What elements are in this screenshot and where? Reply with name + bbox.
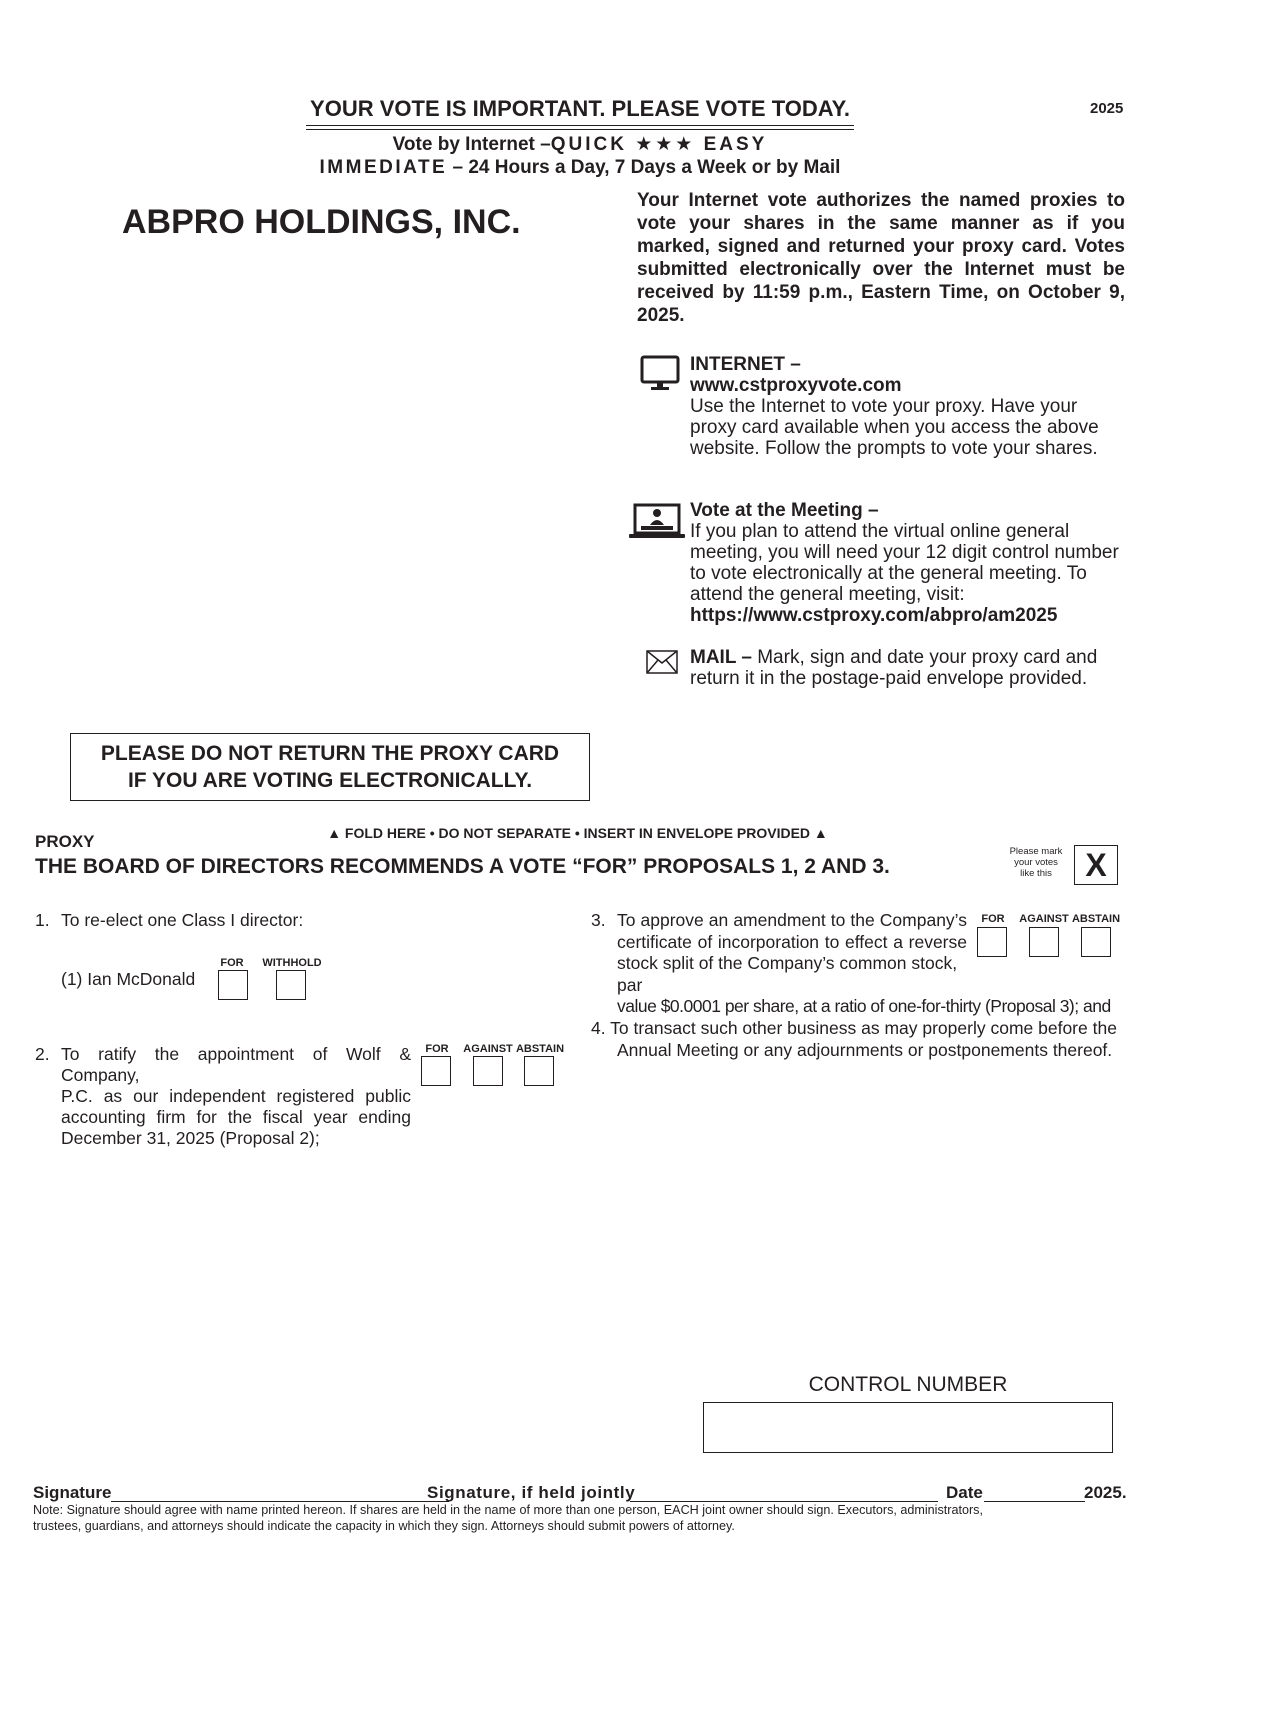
meeting-instructions: If you plan to attend the virtual online general meeting, you will need your 12 digit control number to vote electronically at the general meeting. To attend the general meeting, visit: <box>690 521 1119 605</box>
vote-by-label: Vote by Internet – <box>392 134 551 155</box>
p1-withhold-header: WITHHOLD <box>262 957 322 969</box>
meeting-title: Vote at the Meeting – <box>690 500 879 521</box>
mail-title: MAIL – <box>690 647 752 668</box>
proposal-3-text <box>617 910 1137 1018</box>
vote-important-heading: YOUR VOTE IS IMPORTANT. PLEASE VOTE TODAY. <box>310 96 850 121</box>
control-number-box <box>703 1402 1113 1453</box>
p3-abstain-header: ABSTAIN <box>1071 913 1121 925</box>
meeting-method <box>690 500 1130 626</box>
internet-method <box>690 354 1130 459</box>
p3-for-checkbox[interactable] <box>977 927 1007 957</box>
heading-double-rule <box>306 125 854 130</box>
board-recommendation: THE BOARD OF DIRECTORS RECOMMENDS A VOTE “FOR” PROPOSALS 1, 2 AND 3. <box>35 855 890 878</box>
date-year: 2025. <box>1084 1483 1127 1502</box>
fold-here-instruction: ▲ FOLD HERE • DO NOT SEPARATE • INSERT IN ENVELOPE PROVIDED ▲ <box>327 825 828 841</box>
p3-against-checkbox[interactable] <box>1029 927 1059 957</box>
proposal-4-text <box>591 1018 1131 1061</box>
p2-for-checkbox[interactable] <box>421 1056 451 1086</box>
mail-method <box>690 647 1110 689</box>
vote-by-internet-line <box>300 133 860 156</box>
p2-for-header: FOR <box>425 1043 449 1055</box>
warning-line-2: IF YOU ARE VOTING ELECTRONICALLY. <box>127 769 533 792</box>
p2-against-header: AGAINST <box>463 1043 513 1055</box>
meeting-url-link[interactable]: https://www.cstproxy.com/abpro/am2025 <box>690 605 1058 626</box>
mark-example-text <box>1004 846 1068 879</box>
mark-example-line-3: like this <box>1020 868 1052 879</box>
proposal-2-text <box>61 1044 411 1149</box>
proposal-1-text: To re-elect one Class I director: <box>61 910 304 930</box>
p3-line-1: To approve an amendment to the Company’s <box>617 910 967 930</box>
p2-abstain-checkbox[interactable] <box>524 1056 554 1086</box>
laptop-meeting-icon <box>628 503 686 541</box>
proposal-3-number: 3. <box>591 910 606 930</box>
p2-against-checkbox[interactable] <box>473 1056 503 1086</box>
signature-note-line-2: trustees, guardians, and attorneys should indicate the capacity in which they sign. Attorneys should submit powers of attorney. <box>33 1519 735 1533</box>
mark-example-line-1: Please mark <box>1009 846 1063 857</box>
quick-easy-label: QUICK ★★★ EASY <box>550 134 768 155</box>
proposal-2-number: 2. <box>35 1044 50 1064</box>
signature-label: Signature <box>33 1483 112 1502</box>
p1-for-header: FOR <box>220 957 244 969</box>
immediate-line <box>280 157 880 179</box>
p2-abstain-header: ABSTAIN <box>515 1043 565 1055</box>
immediate-rest: – 24 Hours a Day, 7 Days a Week or by Mail <box>452 157 841 178</box>
proposal-1-number: 1. <box>35 910 50 930</box>
p4-line-1: 4. To transact such other business as may properly come before the <box>591 1018 1117 1038</box>
p3-line-2: certificate of incorporation to effect a reverse <box>617 931 967 952</box>
p2-line-1: To ratify the appointment of Wolf & Company, <box>61 1044 411 1085</box>
p3-line-3: stock split of the Company’s common stock, par <box>617 953 958 995</box>
nominee-ian-mcdonald: (1) Ian McDonald <box>61 969 196 989</box>
p1-for-checkbox[interactable] <box>218 970 248 1000</box>
mark-example-line-2: your votes <box>1014 857 1058 868</box>
mark-example-box: X <box>1074 845 1118 885</box>
company-name: ABPRO HOLDINGS, INC. <box>122 203 521 241</box>
immediate-label: IMMEDIATE <box>319 157 448 178</box>
mail-instructions: Mark, sign and date your proxy card and return it in the postage-paid envelope provided. <box>690 647 1098 689</box>
envelope-icon <box>646 650 678 674</box>
p3-abstain-checkbox[interactable] <box>1081 927 1111 957</box>
do-not-return-warning <box>70 733 590 801</box>
proxy-label: PROXY <box>35 832 95 851</box>
p3-line-4: value $0.0001 per share, at a ratio of one-for-thirty (Proposal 3); and <box>617 996 1111 1016</box>
joint-signature-label: Signature, if held jointly <box>427 1483 636 1502</box>
p2-line-2: P.C. as our independent registered public <box>61 1086 411 1106</box>
p2-line-4: December 31, 2025 (Proposal 2); <box>61 1128 320 1148</box>
p2-line-3: accounting firm for the fiscal year ending <box>61 1107 411 1127</box>
internet-instructions: Use the Internet to vote your proxy. Have your proxy card available when you access the above website. Follow the prompts to vote your shares. <box>690 396 1099 459</box>
date-label: Date <box>946 1483 983 1502</box>
internet-url-link[interactable]: www.cstproxyvote.com <box>690 375 902 396</box>
internet-title: INTERNET – <box>690 354 801 375</box>
internet-authorization-text: Your Internet vote authorizes the named proxies to vote your shares in the same manner as if you marked, signed and returned your proxy card. Votes submitted electronically over the Internet must be received by 11:59 p.m., Eastern Time, on October 9, 2025. <box>637 190 1125 326</box>
p3-against-header: AGAINST <box>1019 913 1069 925</box>
signature-note-line-1: Note: Signature should agree with name printed hereon. If shares are held in the name of more than one person, EACH joint owner should sign. Executors, administrators, <box>33 1503 983 1517</box>
header-year: 2025 <box>1090 100 1124 117</box>
warning-line-1: PLEASE DO NOT RETURN THE PROXY CARD <box>100 742 560 765</box>
control-number-label: CONTROL NUMBER <box>808 1373 1008 1396</box>
signature-note <box>33 1502 1133 1534</box>
p3-for-header: FOR <box>981 913 1005 925</box>
p4-line-2: Annual Meeting or any adjournments or postponements thereof. <box>617 1039 1113 1060</box>
p1-withhold-checkbox[interactable] <box>276 970 306 1000</box>
monitor-icon <box>640 355 680 393</box>
